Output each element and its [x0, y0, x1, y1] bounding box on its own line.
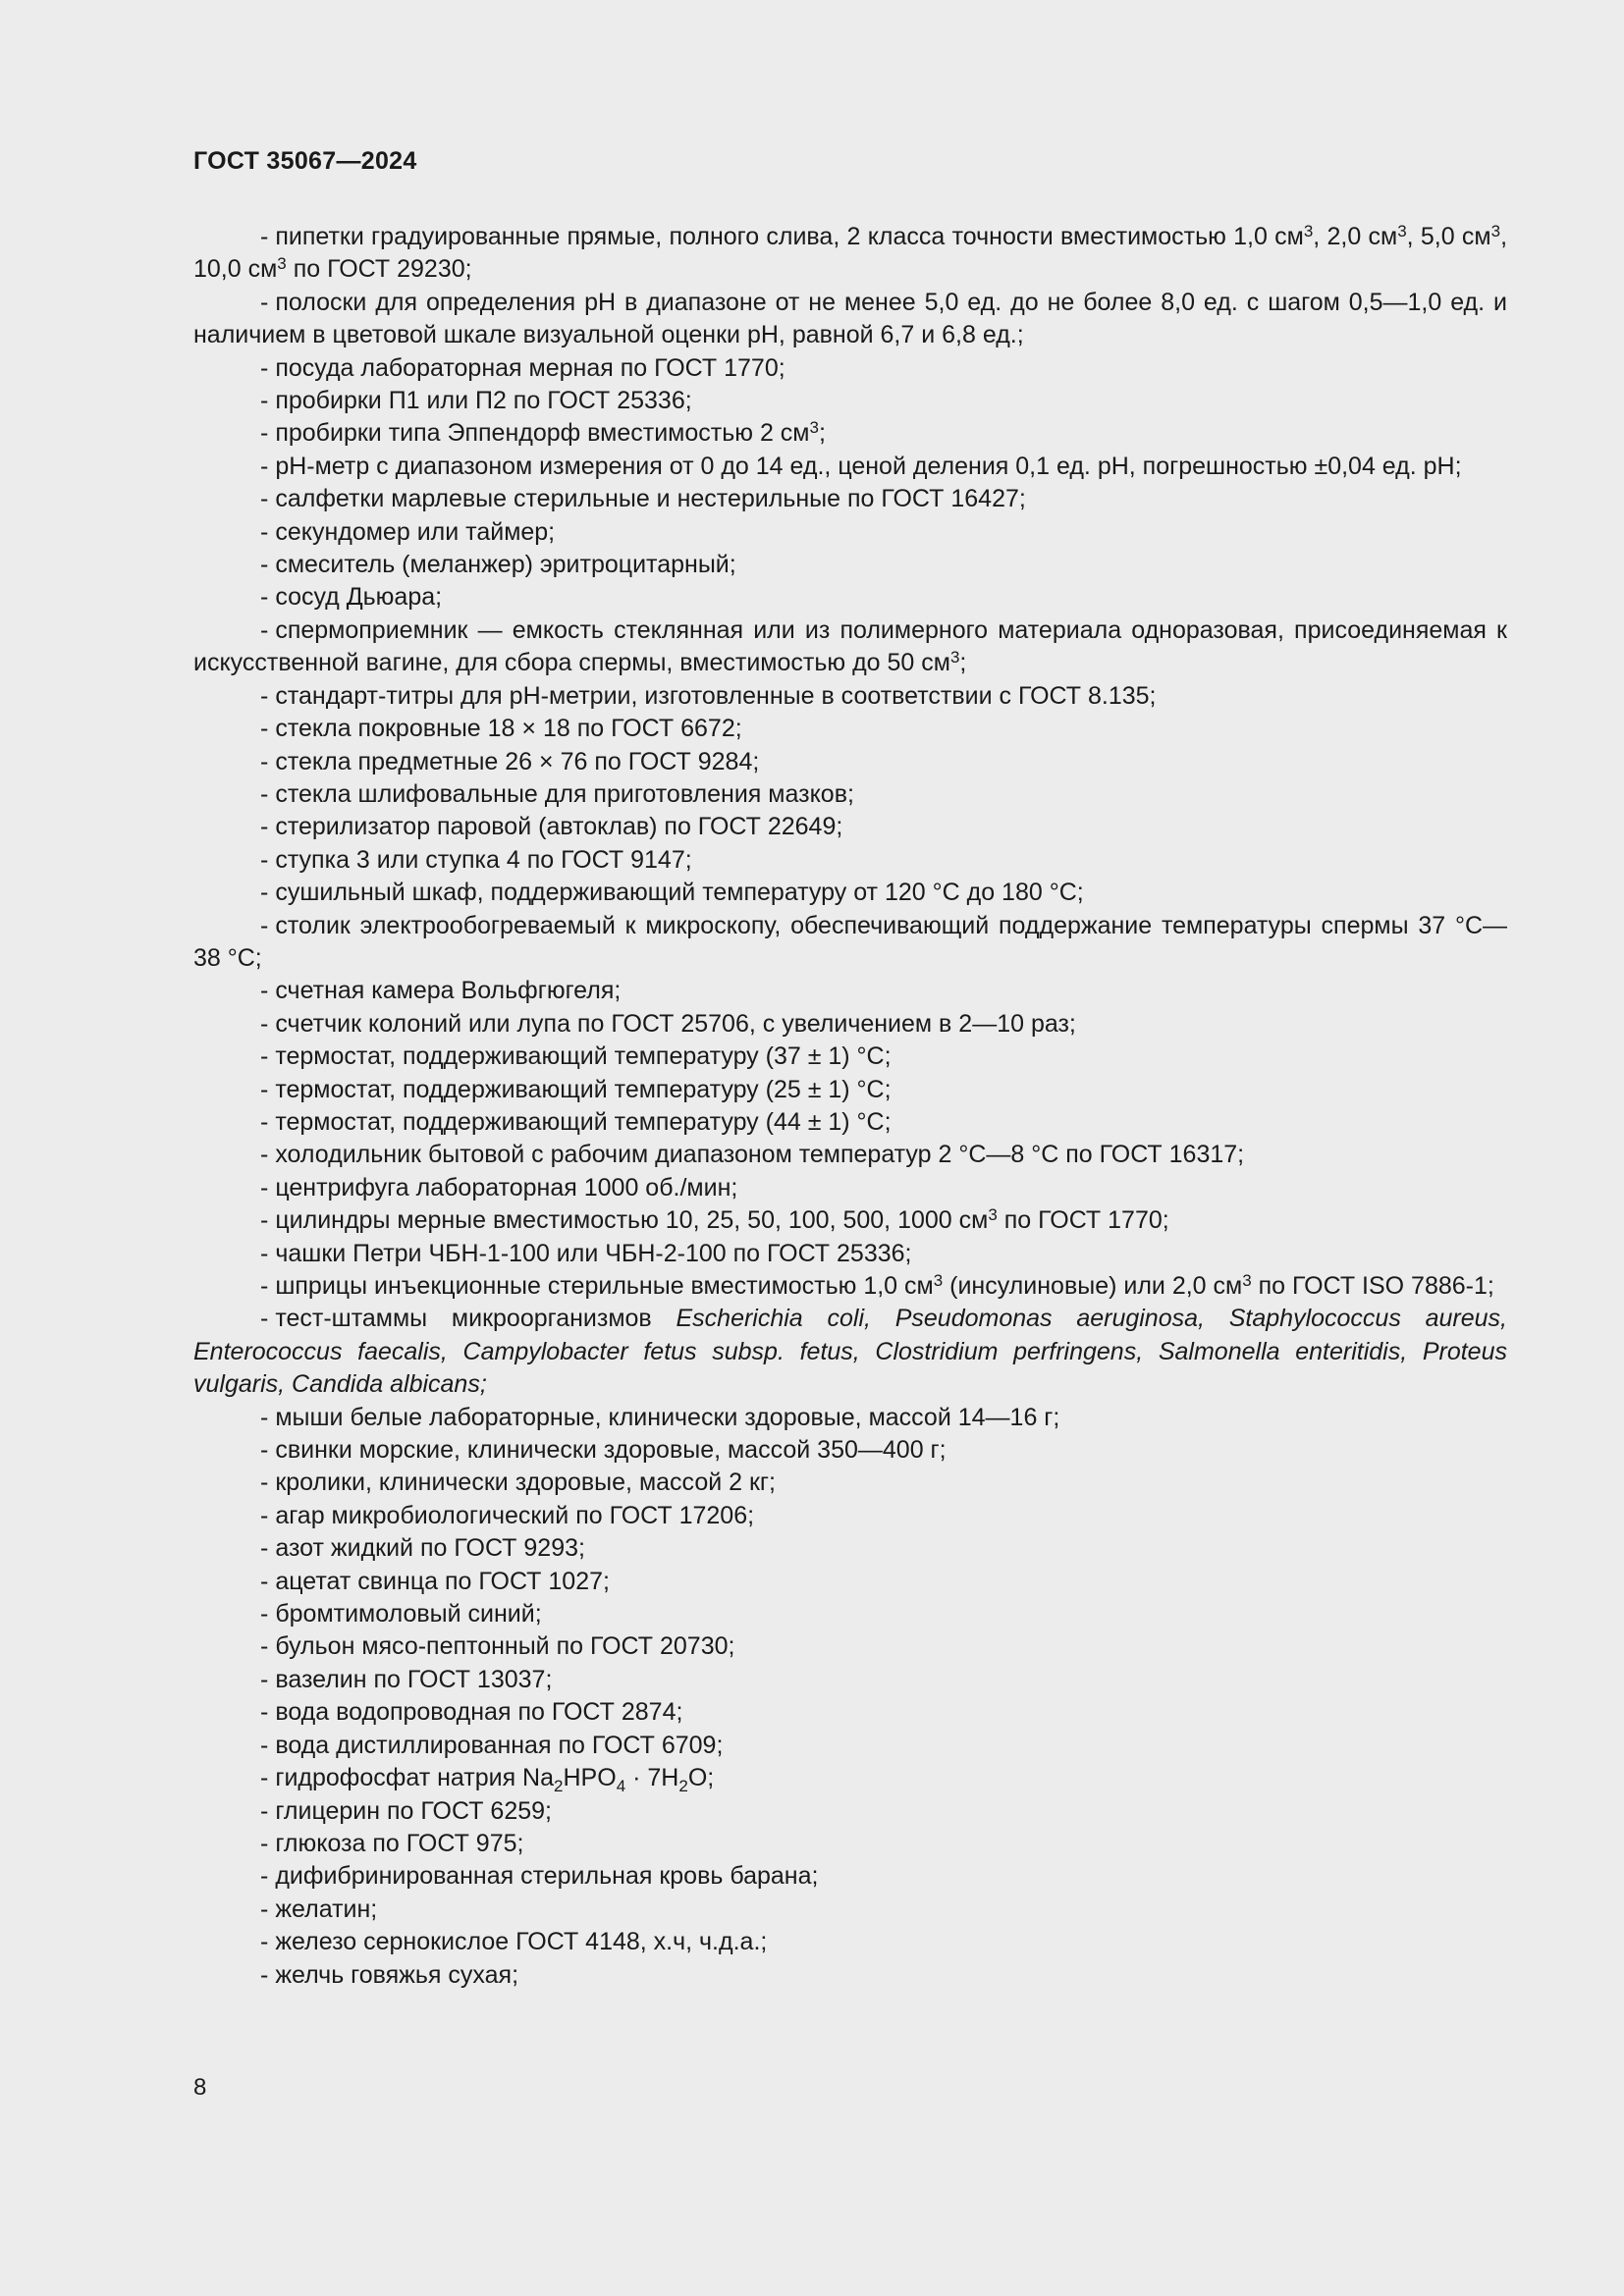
list-bullet: -: [260, 1829, 269, 1857]
item-text: тест-штаммы микроорганизмов: [275, 1305, 677, 1333]
list-item: [193, 1630, 1507, 1663]
item-text: глицерин по ГОСТ 6259;: [275, 1796, 552, 1825]
list-item: [193, 287, 1507, 352]
list-bullet: -: [260, 1141, 269, 1169]
item-text: по ГОСТ 29230;: [286, 255, 472, 284]
list-item: [193, 1762, 1507, 1794]
item-text: ;: [818, 419, 826, 448]
item-text: салфетки марлевые стерильные и нестерильные по ГОСТ 16427;: [275, 485, 1026, 513]
subscript: 4: [616, 1777, 626, 1796]
list-bullet: -: [260, 1305, 269, 1333]
requirements-list: [193, 221, 1507, 1992]
item-text: смеситель (меланжер) эритроцитарный;: [275, 551, 736, 579]
list-item: [193, 1041, 1507, 1073]
item-text: железо сернокислое ГОСТ 4148, х.ч, ч.д.а.;: [275, 1928, 768, 1956]
item-text: , 10,0 см: [193, 223, 1508, 284]
list-bullet: -: [260, 485, 269, 513]
list-item: [193, 614, 1507, 680]
list-bullet: -: [260, 1600, 269, 1629]
item-text: стерилизатор паровой (автоклав) по ГОСТ 22649;: [275, 813, 843, 841]
item-text: стекла шлифовальные для приготовления мазков;: [275, 779, 854, 808]
list-bullet: -: [260, 1731, 269, 1759]
list-item: [193, 778, 1507, 811]
superscript: 3: [988, 1205, 998, 1225]
item-text: желчь говяжья сухая;: [275, 1960, 519, 1989]
list-bullet: -: [260, 1960, 269, 1989]
item-text: агар микробиологический по ГОСТ 17206;: [275, 1501, 755, 1529]
list-item: [193, 1139, 1507, 1171]
item-text: гидрофосфат натрия Na: [275, 1764, 555, 1792]
item-text: термостат, поддерживающий температуру (44 ± 1) °С;: [275, 1107, 892, 1136]
list-item: [193, 451, 1507, 483]
list-item: [193, 1959, 1507, 1992]
list-item: [193, 1303, 1507, 1401]
list-bullet: -: [260, 911, 269, 939]
list-bullet: -: [260, 1567, 269, 1595]
list-item: [193, 713, 1507, 745]
superscript: 3: [949, 648, 960, 667]
item-text: сушильный шкаф, поддерживающий температуру от 120 °С до 180 °С;: [275, 879, 1084, 907]
item-text: посуда лабораторная мерная по ГОСТ 1770;: [275, 353, 785, 382]
list-bullet: -: [260, 747, 269, 775]
item-text: сосуд Дьюара;: [275, 583, 443, 612]
list-bullet: -: [260, 779, 269, 808]
list-bullet: -: [260, 1206, 269, 1235]
item-text: цилиндры мерные вместимостью 10, 25, 50, 100, 500, 1000 см: [275, 1206, 989, 1235]
item-text: кролики, клинически здоровые, массой 2 кг;: [275, 1468, 776, 1497]
list-item: [193, 1402, 1507, 1434]
list-item: [193, 1696, 1507, 1729]
list-bullet: -: [260, 615, 269, 644]
subscript: 2: [678, 1777, 688, 1796]
list-item: [193, 1730, 1507, 1762]
item-text: чашки Петри ЧБН-1-100 или ЧБН-2-100 по ГОСТ 25336;: [275, 1239, 912, 1267]
list-bullet: -: [260, 1632, 269, 1661]
item-text: счетчик колоний или лупа по ГОСТ 25706, с увеличением в 2—10 раз;: [275, 1009, 1076, 1038]
list-bullet: -: [260, 1239, 269, 1267]
superscript: 3: [277, 254, 287, 274]
list-item: [193, 549, 1507, 581]
list-bullet: -: [260, 288, 269, 316]
list-item: [193, 483, 1507, 515]
list-bullet: -: [260, 845, 269, 874]
list-item: [193, 581, 1507, 614]
item-text: (инсулиновые) или 2,0 см: [943, 1272, 1243, 1300]
list-bullet: -: [260, 977, 269, 1005]
list-item: [193, 1172, 1507, 1204]
list-bullet: -: [260, 1009, 269, 1038]
list-item: [193, 910, 1507, 976]
subscript: 2: [554, 1777, 564, 1796]
item-text: мыши белые лабораторные, клинически здоровые, массой 14—16 г;: [275, 1403, 1060, 1431]
list-bullet: -: [260, 715, 269, 743]
list-item: [193, 516, 1507, 549]
list-item: [193, 746, 1507, 778]
list-item: [193, 352, 1507, 385]
list-bullet: -: [260, 1665, 269, 1693]
item-text: азот жидкий по ГОСТ 9293;: [275, 1534, 585, 1563]
list-bullet: -: [260, 1862, 269, 1891]
list-item: [193, 1598, 1507, 1630]
list-bullet: -: [260, 1796, 269, 1825]
list-item: [193, 975, 1507, 1007]
list-item: [193, 1008, 1507, 1041]
item-text: свинки морские, клинически здоровые, массой 350—400 г;: [275, 1436, 947, 1465]
superscript: 3: [809, 418, 819, 438]
item-text: счетная камера Вольфгюгеля;: [275, 977, 622, 1005]
list-item: [193, 1926, 1507, 1958]
item-text: центрифуга лабораторная 1000 об./мин;: [275, 1173, 738, 1201]
list-bullet: -: [260, 1272, 269, 1300]
list-item: [193, 1074, 1507, 1106]
list-item: [193, 1106, 1507, 1139]
list-item: [193, 1467, 1507, 1499]
item-text: , 2,0 см: [1313, 223, 1398, 250]
superscript: 3: [1242, 1271, 1252, 1290]
item-text: секундомер или таймер;: [275, 517, 556, 546]
list-bullet: -: [260, 223, 269, 250]
item-text: спермоприемник — емкость стеклянная или из полимерного материала одноразовая, присоединяемая к искусственной вагине, для сбора спермы, вместимостью до 50 см: [193, 615, 1507, 677]
list-item: [193, 1894, 1507, 1926]
list-bullet: -: [260, 1764, 269, 1792]
item-text: ацетат свинца по ГОСТ 1027;: [275, 1567, 610, 1595]
item-text: вода водопроводная по ГОСТ 2874;: [275, 1698, 683, 1727]
list-bullet: -: [260, 681, 269, 710]
list-bullet: -: [260, 387, 269, 415]
item-text: столик электрообогреваемый к микроскопу, обеспечивающий поддержание температуры спермы 37 °С—38 °С;: [193, 911, 1507, 972]
item-text: стандарт-титры для pH-метрии, изготовленные в соответствии с ГОСТ 8.135;: [275, 681, 1157, 710]
item-text: пробирки П1 или П2 по ГОСТ 25336;: [275, 387, 692, 415]
list-bullet: -: [260, 1928, 269, 1956]
item-text: пипетки градуированные прямые, полного слива, 2 класса точности вместимостью 1,0 см: [275, 223, 1304, 250]
list-bullet: -: [260, 419, 269, 448]
list-item: [193, 1500, 1507, 1532]
list-item: [193, 1664, 1507, 1696]
item-text: дифибринированная стерильная кровь барана;: [275, 1862, 819, 1891]
item-text: полоски для определения pH в диапазоне от не менее 5,0 ед. до не более 8,0 ед. с шагом 0,5—1,0 ед. и наличием в цветовой шкале визуальной оценки pH, равной 6,7 и 6,8 ед.;: [193, 288, 1507, 349]
item-text: по ГОСТ ISO 7886-1;: [1251, 1272, 1494, 1300]
list-bullet: -: [260, 583, 269, 612]
list-item: [193, 417, 1507, 450]
list-bullet: -: [260, 879, 269, 907]
list-bullet: -: [260, 1501, 269, 1529]
item-text: стекла покровные 18 × 18 по ГОСТ 6672;: [275, 715, 742, 743]
superscript: 3: [1397, 222, 1407, 240]
item-text: бульон мясо-пептонный по ГОСТ 20730;: [275, 1632, 735, 1661]
list-item: [193, 844, 1507, 877]
superscript: 3: [1303, 222, 1314, 240]
list-bullet: -: [260, 1895, 269, 1923]
list-bullet: -: [260, 1436, 269, 1465]
item-text: желатин;: [275, 1895, 378, 1923]
item-text: вазелин по ГОСТ 13037;: [275, 1665, 553, 1693]
list-item: [193, 221, 1507, 287]
superscript: 3: [1490, 222, 1501, 240]
list-bullet: -: [260, 1173, 269, 1201]
item-text: , 5,0 см: [1406, 223, 1491, 250]
list-item: [193, 1204, 1507, 1237]
list-item: [193, 1860, 1507, 1893]
list-item: [193, 1828, 1507, 1860]
page-number: 8: [193, 2074, 207, 2101]
list-item: [193, 1795, 1507, 1828]
list-bullet: -: [260, 1042, 269, 1071]
list-item: [193, 877, 1507, 909]
item-text: pH-метр с диапазоном измерения от 0 до 14 ед., ценой деления 0,1 ед. pH, погрешностью ±0,04 ед. pH;: [275, 452, 1462, 480]
item-text: стекла предметные 26 × 76 по ГОСТ 9284;: [275, 747, 760, 775]
item-text: O;: [687, 1764, 715, 1792]
list-bullet: -: [260, 353, 269, 382]
item-text: шприцы инъекционные стерильные вместимостью 1,0 см: [275, 1272, 934, 1300]
item-text: пробирки типа Эппендорф вместимостью 2 см: [275, 419, 810, 448]
item-text: HPO: [563, 1764, 617, 1792]
list-bullet: -: [260, 551, 269, 579]
item-text: бромтимоловый синий;: [275, 1600, 542, 1629]
list-bullet: -: [260, 1075, 269, 1103]
list-item: [193, 1270, 1507, 1303]
item-text: по ГОСТ 1770;: [997, 1206, 1169, 1235]
list-bullet: -: [260, 452, 269, 480]
list-item: [193, 1532, 1507, 1565]
list-bullet: -: [260, 517, 269, 546]
document-header: ГОСТ 35067—2024: [193, 147, 417, 175]
list-item: [193, 811, 1507, 843]
list-bullet: -: [260, 1698, 269, 1727]
list-item: [193, 680, 1507, 713]
list-bullet: -: [260, 1534, 269, 1563]
list-bullet: -: [260, 1403, 269, 1431]
superscript: 3: [933, 1271, 944, 1290]
list-bullet: -: [260, 1468, 269, 1497]
list-item: [193, 1434, 1507, 1467]
list-bullet: -: [260, 1107, 269, 1136]
item-text: холодильник бытовой с рабочим диапазоном температур 2 °С—8 °С по ГОСТ 16317;: [275, 1141, 1245, 1169]
list-item: [193, 1238, 1507, 1270]
item-text: термостат, поддерживающий температуру (37 ± 1) °С;: [275, 1042, 892, 1071]
item-text: глюкоза по ГОСТ 975;: [275, 1829, 524, 1857]
item-text: · 7H: [625, 1764, 679, 1792]
item-text: термостат, поддерживающий температуру (25 ± 1) °С;: [275, 1075, 892, 1103]
latin-name-text: Escherichia coli, Pseudomonas aeruginosa, Staphylococcus aureus, Enterococcus faecalis, Campylobacter fetus subsp. fetus, Clostridium perfringens, Salmonella enteritidis, Proteus vulgaris, Candida albicans;: [193, 1305, 1507, 1399]
item-text: вода дистиллированная по ГОСТ 6709;: [275, 1731, 724, 1759]
list-bullet: -: [260, 813, 269, 841]
item-text: ступка 3 или ступка 4 по ГОСТ 9147;: [275, 845, 692, 874]
item-text: ;: [959, 649, 967, 677]
list-item: [193, 1566, 1507, 1598]
list-item: [193, 385, 1507, 417]
